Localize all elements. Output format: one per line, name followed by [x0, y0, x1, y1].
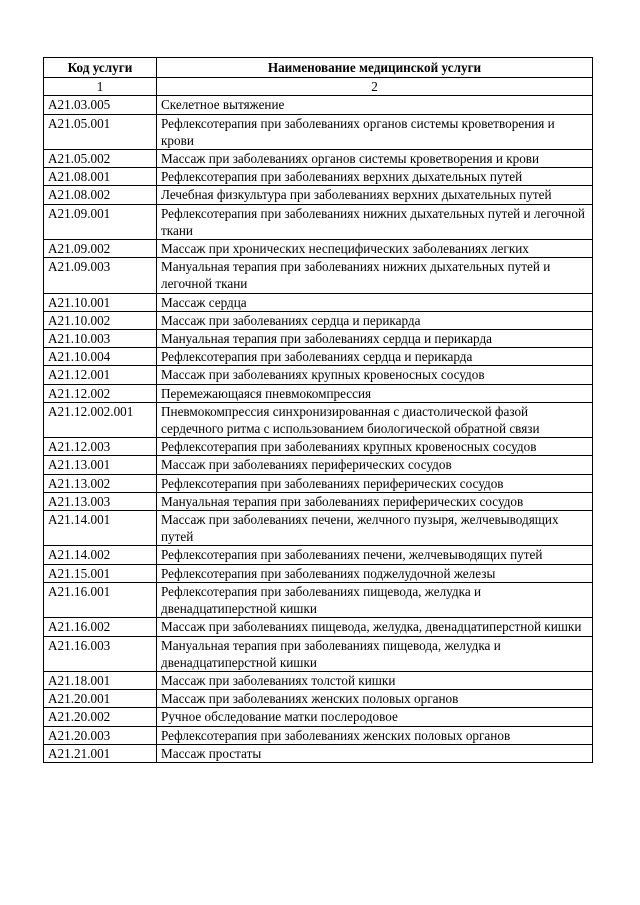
service-name: Массаж при заболеваниях крупных кровеносных сосудов [157, 366, 593, 384]
service-code: A21.08.002 [44, 186, 157, 204]
service-code: A21.20.002 [44, 708, 157, 726]
column-number-1: 1 [44, 78, 157, 96]
service-name: Мануальная терапия при заболеваниях периферических сосудов [157, 492, 593, 510]
service-name: Рефлексотерапия при заболеваниях верхних дыхательных путей [157, 168, 593, 186]
service-code: A21.20.003 [44, 726, 157, 744]
table-row [44, 582, 593, 617]
service-code: A21.12.003 [44, 438, 157, 456]
header-code: Код услуги [44, 58, 157, 78]
table-row [44, 744, 593, 762]
service-code: A21.13.001 [44, 456, 157, 474]
service-code: A21.16.003 [44, 636, 157, 671]
service-name: Пневмокомпрессия синхронизированная с диастолической фазой сердечного ритма с использованием биологической обратной связи [157, 402, 593, 437]
table-row [44, 311, 593, 329]
service-name: Рефлексотерапия при заболеваниях периферических сосудов [157, 474, 593, 492]
table-row [44, 546, 593, 564]
table-row [44, 186, 593, 204]
table-row [44, 636, 593, 671]
table-row [44, 150, 593, 168]
column-number-row [44, 78, 593, 96]
service-name: Перемежающаяся пневмокомпрессия [157, 384, 593, 402]
service-name: Рефлексотерапия при заболеваниях женских половых органов [157, 726, 593, 744]
table-row [44, 204, 593, 239]
table-row [44, 258, 593, 293]
table-row [44, 474, 593, 492]
service-code: A21.15.001 [44, 564, 157, 582]
service-name: Рефлексотерапия при заболеваниях печени, желчевыводящих путей [157, 546, 593, 564]
service-name: Рефлексотерапия при заболеваниях поджелудочной железы [157, 564, 593, 582]
service-name: Мануальная терапия при заболеваниях пищевода, желудка и двенадцатиперстной кишки [157, 636, 593, 671]
table-row [44, 456, 593, 474]
service-code: A21.10.003 [44, 330, 157, 348]
service-code: A21.05.002 [44, 150, 157, 168]
service-code: A21.13.002 [44, 474, 157, 492]
table-row [44, 511, 593, 546]
service-name: Рефлексотерапия при заболеваниях сердца и перикарда [157, 348, 593, 366]
service-name: Массаж при заболеваниях пищевода, желудка, двенадцатиперстной кишки [157, 618, 593, 636]
service-name: Массаж при заболеваниях печени, желчного пузыря, желчевыводящих путей [157, 511, 593, 546]
service-code: A21.13.003 [44, 492, 157, 510]
service-code: A21.09.003 [44, 258, 157, 293]
table-row [44, 293, 593, 311]
service-name: Массаж при заболеваниях женских половых органов [157, 690, 593, 708]
service-code: A21.10.001 [44, 293, 157, 311]
service-code: A21.20.001 [44, 690, 157, 708]
table-row [44, 564, 593, 582]
service-code: A21.10.002 [44, 311, 157, 329]
table-row [44, 671, 593, 689]
service-name: Мануальная терапия при заболеваниях сердца и перикарда [157, 330, 593, 348]
table-row [44, 168, 593, 186]
service-code: A21.12.002 [44, 384, 157, 402]
header-name: Наименование медицинской услуги [157, 58, 593, 78]
service-name: Мануальная терапия при заболеваниях нижних дыхательных путей и легочной ткани [157, 258, 593, 293]
table-row [44, 330, 593, 348]
table-row [44, 366, 593, 384]
service-code: A21.09.002 [44, 240, 157, 258]
service-name: Ручное обследование матки послеродовое [157, 708, 593, 726]
table-row [44, 492, 593, 510]
table-row [44, 384, 593, 402]
table-row [44, 726, 593, 744]
service-code: A21.18.001 [44, 671, 157, 689]
table-row [44, 114, 593, 149]
header-row [44, 58, 593, 78]
service-code: A21.21.001 [44, 744, 157, 762]
service-name: Рефлексотерапия при заболеваниях органов системы кроветворения и крови [157, 114, 593, 149]
service-name: Рефлексотерапия при заболеваниях крупных кровеносных сосудов [157, 438, 593, 456]
service-name: Массаж при заболеваниях органов системы кроветворения и крови [157, 150, 593, 168]
service-code: A21.09.001 [44, 204, 157, 239]
service-name: Массаж сердца [157, 293, 593, 311]
service-code: A21.16.002 [44, 618, 157, 636]
service-code: A21.03.005 [44, 96, 157, 114]
table-row [44, 438, 593, 456]
service-name: Массаж при заболеваниях сердца и перикарда [157, 311, 593, 329]
service-name: Массаж при хронических неспецифических заболеваниях легких [157, 240, 593, 258]
service-code: A21.10.004 [44, 348, 157, 366]
table-row [44, 240, 593, 258]
service-code: A21.14.001 [44, 511, 157, 546]
service-name: Массаж при заболеваниях периферических сосудов [157, 456, 593, 474]
service-name: Скелетное вытяжение [157, 96, 593, 114]
medical-services-table [43, 57, 593, 763]
service-name: Рефлексотерапия при заболеваниях нижних дыхательных путей и легочной ткани [157, 204, 593, 239]
service-name: Лечебная физкультура при заболеваниях верхних дыхательных путей [157, 186, 593, 204]
service-name: Массаж простаты [157, 744, 593, 762]
service-code: A21.16.001 [44, 582, 157, 617]
table-row [44, 96, 593, 114]
column-number-2: 2 [157, 78, 593, 96]
table-row [44, 348, 593, 366]
table-row [44, 708, 593, 726]
table-row [44, 402, 593, 437]
service-code: A21.12.001 [44, 366, 157, 384]
service-code: A21.12.002.001 [44, 402, 157, 437]
service-name: Массаж при заболеваниях толстой кишки [157, 671, 593, 689]
table-body [44, 96, 593, 763]
service-code: A21.08.001 [44, 168, 157, 186]
service-code: A21.14.002 [44, 546, 157, 564]
service-code: A21.05.001 [44, 114, 157, 149]
table-row [44, 618, 593, 636]
table-row [44, 690, 593, 708]
service-name: Рефлексотерапия при заболеваниях пищевода, желудка и двенадцатиперстной кишки [157, 582, 593, 617]
